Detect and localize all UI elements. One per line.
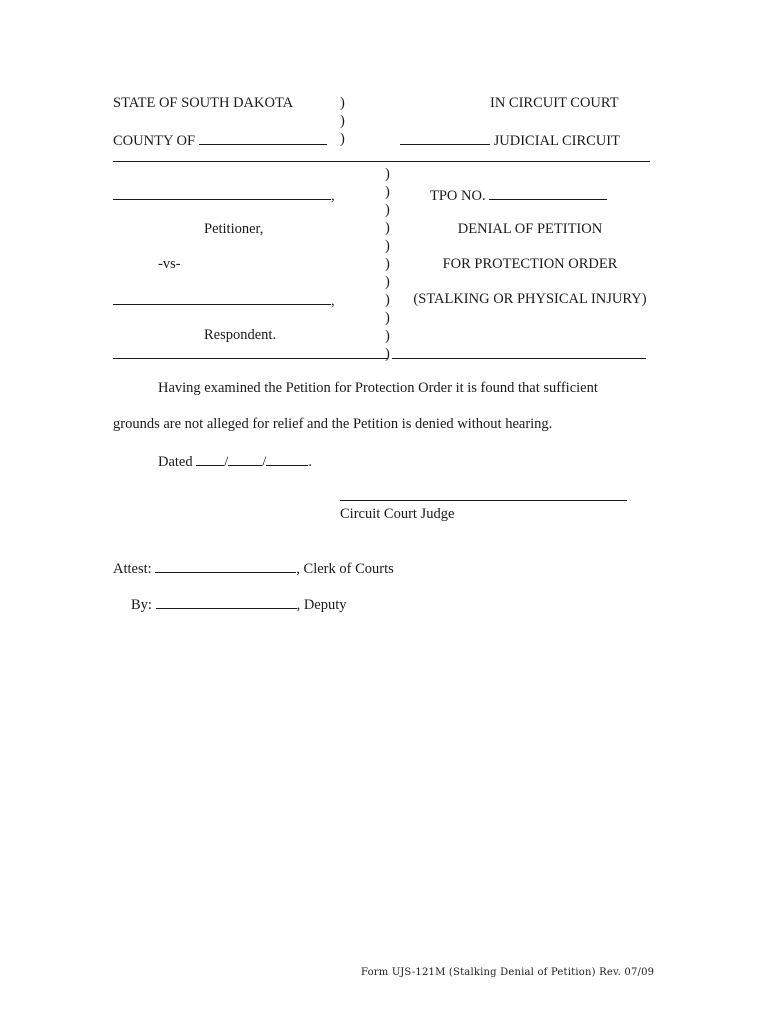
paren-row: ) xyxy=(385,166,390,182)
paren-row: ) xyxy=(385,220,390,236)
tpo-label: TPO NO. xyxy=(430,188,486,204)
paren-row: ) xyxy=(385,184,390,200)
comma: , xyxy=(331,188,335,204)
petitioner-name-line xyxy=(113,185,335,205)
paren-row: ) xyxy=(385,310,390,326)
by-line xyxy=(131,594,347,614)
paren-row: ) xyxy=(385,274,390,290)
respondent-label: Respondent. xyxy=(204,327,277,343)
date-year-blank xyxy=(266,451,308,466)
paren-row: ) xyxy=(385,346,390,362)
caption-divider xyxy=(113,161,650,162)
state-label: STATE OF SOUTH DAKOTA xyxy=(113,95,294,111)
petitioner-name-blank xyxy=(113,185,331,200)
versus-label: -vs- xyxy=(158,256,181,272)
tpo-line xyxy=(430,185,607,205)
paren-row: ) xyxy=(385,256,390,272)
title-line-1: DENIAL OF PETITION xyxy=(457,221,603,237)
title-line-3: (STALKING OR PHYSICAL INJURY) xyxy=(413,291,647,307)
caption-paren: ) xyxy=(340,113,345,129)
attest-line xyxy=(113,558,394,578)
date-period: . xyxy=(308,454,312,470)
judge-signature-line xyxy=(340,500,627,501)
tpo-number-blank xyxy=(489,185,607,200)
caption-paren: ) xyxy=(340,95,345,111)
caption-bottom-rule-right xyxy=(392,358,646,359)
judge-label: Circuit Court Judge xyxy=(340,506,455,522)
clerk-name-blank xyxy=(155,558,296,573)
by-label: By: xyxy=(131,597,152,613)
title-line-2: FOR PROTECTION ORDER xyxy=(442,256,618,272)
date-slash: / xyxy=(224,454,229,470)
date-slash: / xyxy=(262,454,267,470)
form-footer: Form UJS-121M (Stalking Denial of Petition) Rev. 07/09 xyxy=(361,967,655,978)
caption-bottom-rule-left xyxy=(113,358,388,359)
county-label: COUNTY OF xyxy=(113,133,196,149)
court-label: IN CIRCUIT COURT xyxy=(490,95,619,111)
circuit-number-blank xyxy=(400,130,490,145)
comma: , xyxy=(331,293,335,309)
paren-row: ) xyxy=(385,292,390,308)
dated-line xyxy=(158,451,312,471)
circuit-line xyxy=(400,130,620,150)
paren-row: ) xyxy=(385,238,390,254)
date-month-blank xyxy=(196,451,224,466)
respondent-name-line xyxy=(113,290,335,310)
dated-label: Dated xyxy=(158,454,193,470)
body-line-1: Having examined the Petition for Protection Order it is found that sufficient xyxy=(158,380,598,396)
caption-paren: ) xyxy=(340,131,345,147)
respondent-name-blank xyxy=(113,290,331,305)
attest-label: Attest: xyxy=(113,561,152,577)
petitioner-label: Petitioner, xyxy=(204,221,264,237)
county-line xyxy=(113,130,327,150)
date-day-blank xyxy=(228,451,262,466)
paren-row: ) xyxy=(385,202,390,218)
clerk-label: , Clerk of Courts xyxy=(296,561,394,577)
deputy-name-blank xyxy=(156,594,297,609)
county-blank xyxy=(199,130,327,145)
paren-row: ) xyxy=(385,328,390,344)
circuit-label: JUDICIAL CIRCUIT xyxy=(493,133,620,149)
deputy-label: , Deputy xyxy=(296,597,347,613)
body-line-2: grounds are not alleged for relief and the Petition is denied without hearing. xyxy=(113,416,553,432)
